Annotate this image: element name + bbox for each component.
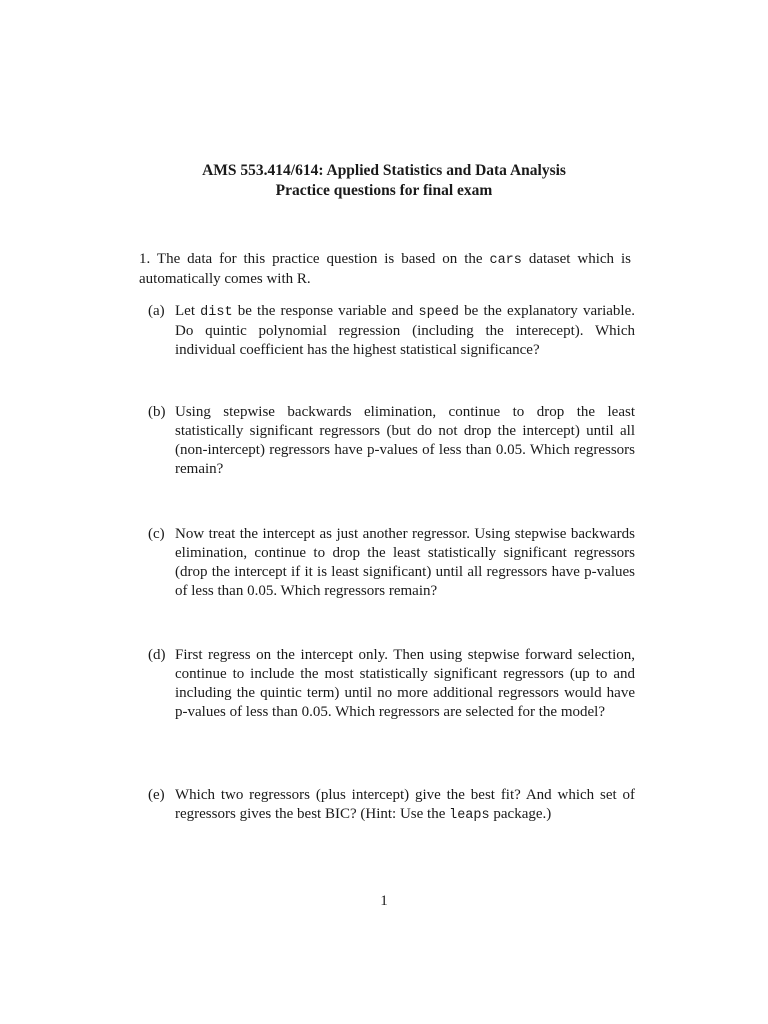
part-a	[148, 302, 635, 360]
part-d-body: First regress on the intercept only. Then using stepwise forward selection, continue to include the most statistically significant regressors (up to and including the quintic term) until no more additional regressors would have p-values of less than 0.05. Which regressors are selected for the model?	[175, 647, 635, 720]
part-b-label: (b)	[148, 404, 166, 420]
page-number: 1	[380, 893, 388, 909]
document-title: AMS 553.414/614: Applied Statistics and Data Analysis	[202, 162, 566, 179]
part-c-body: Now treat the intercept as just another regressor. Using stepwise backwards elimination, continue to drop the least statistically significant regressors (drop the intercept if it is least significant) until all regressors have p-values of less than 0.05. Which regressors remain?	[175, 526, 635, 599]
part-d-label: (d)	[148, 647, 166, 663]
part-e-code-leaps: leaps	[449, 808, 490, 823]
part-c	[148, 525, 635, 601]
part-e-body	[175, 786, 635, 825]
question-text-after: dataset which is automatically comes with R.	[139, 251, 631, 287]
question-number: 1.	[139, 251, 151, 267]
question-1-intro	[139, 250, 631, 289]
part-a-code-speed: speed	[418, 305, 459, 320]
document-subtitle: Practice questions for final exam	[275, 182, 493, 199]
question-code-cars: cars	[489, 253, 522, 268]
part-e	[148, 786, 635, 825]
part-c-label: (c)	[148, 526, 165, 542]
part-b-body: Using stepwise backwards elimination, continue to drop the least statistically significant regressors (but do not drop the intercept) until all (non-intercept) regressors have p-values of less than 0.05. Which regressors remain?	[175, 404, 635, 477]
part-a-code-dist: dist	[200, 305, 233, 320]
part-a-text-2: be the response variable and	[232, 303, 419, 319]
part-b	[148, 403, 635, 479]
part-e-text-2: package.)	[489, 806, 552, 822]
title-block	[0, 161, 768, 201]
question-text-before: The data for this practice question is based on the	[150, 251, 490, 267]
part-d	[148, 646, 635, 722]
part-e-label: (e)	[148, 787, 165, 803]
part-a-body	[175, 302, 635, 360]
part-e-text-1: Which two regressors (plus intercept) give the best fit? And which set of regressors gives the best BIC? (Hint: Use the	[175, 787, 635, 822]
part-a-text-1: Let	[175, 303, 201, 319]
part-a-label: (a)	[148, 303, 165, 319]
part-a-text-3: be the explanatory variable. Do quintic polynomial regression (including the interecept). Which individual coefficient has the highest statistical significance?	[175, 303, 635, 358]
